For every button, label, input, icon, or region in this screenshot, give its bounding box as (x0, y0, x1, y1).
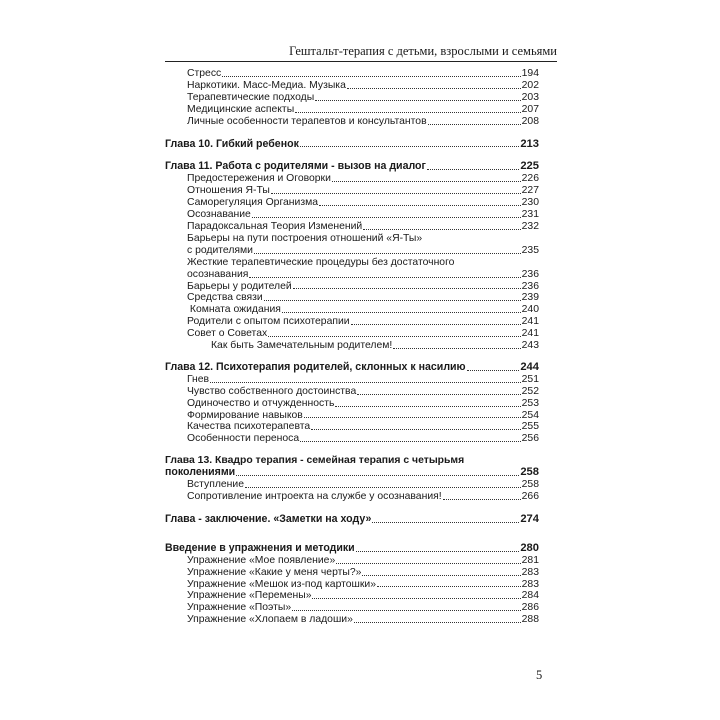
toc-entry (165, 328, 539, 340)
toc-entry-title: Как быть Замечательным родителем! (211, 340, 393, 352)
leader-dots (363, 229, 520, 230)
toc-entry (165, 92, 539, 104)
toc-entry (165, 410, 539, 422)
toc-entry-title: Качества психотерапевта (187, 421, 311, 433)
toc-entry-title: Парадоксальная Теория Изменений (187, 220, 363, 232)
leader-dots (295, 112, 520, 113)
toc-entry-page: 208 (521, 115, 539, 127)
leader-dots (249, 277, 520, 278)
header-rule (165, 61, 557, 62)
leader-dots (311, 429, 520, 430)
toc-entry (165, 221, 539, 233)
chapter-title: поколениями (165, 466, 236, 479)
toc-entry (165, 173, 539, 185)
toc-entry-title: Личные особенности терапевтов и консультантов (187, 115, 427, 127)
page-number: 5 (536, 668, 543, 682)
toc-chapter-13 (165, 467, 539, 479)
toc-entry-page: 258 (521, 479, 539, 491)
toc-entry-page: 241 (521, 316, 539, 328)
leader-dots (354, 622, 521, 623)
toc-entry-page: 232 (521, 220, 539, 232)
leader-dots (357, 394, 520, 395)
leader-dots (312, 598, 520, 599)
toc-entry-title: Предостережения и Оговорки (187, 173, 331, 185)
toc-entry-title: Упражнение «Перемены» (187, 590, 312, 602)
leader-dots (293, 288, 521, 289)
chapter-title: Глава 12. Психотерапия родителей, склонных к насилию (165, 360, 466, 373)
toc-entry-title: Чувство собственного достоинства (187, 385, 357, 397)
toc-entry-page: 227 (521, 185, 539, 197)
leader-dots (304, 417, 521, 418)
leader-dots (300, 441, 521, 442)
toc-entry-page: 283 (521, 578, 539, 590)
toc-entry-title: Одиночество и отчужденность (187, 397, 335, 409)
toc-entry-title: Упражнение «Хлопаем в ладоши» (187, 614, 353, 626)
leader-dots (336, 563, 520, 564)
leader-dots (271, 193, 521, 194)
toc-entry-title: Упражнение «Мое появление» (187, 554, 336, 566)
toc-chapter-11 (165, 161, 539, 173)
leader-dots (245, 487, 521, 488)
toc-entry (165, 386, 539, 398)
toc-entry-title: Средства связи (187, 292, 263, 304)
toc-entry (165, 116, 539, 128)
leader-dots (315, 100, 520, 101)
toc-entry (165, 197, 539, 209)
leader-dots (332, 181, 521, 182)
toc-entry-page: 252 (521, 385, 539, 397)
leader-dots (264, 300, 521, 301)
toc-entry-page: 251 (521, 373, 539, 385)
leader-dots (292, 610, 521, 611)
toc-entry (165, 316, 539, 328)
toc-entry (165, 555, 539, 567)
chapter-title: Глава 11. Работа с родителями - вызов на диалог (165, 160, 426, 173)
toc-entry-page: 284 (521, 590, 539, 602)
toc-entry-title: Стресс (187, 68, 222, 79)
chapter-page: 225 (520, 160, 539, 173)
toc-entry-title: Упражнение «Какие у меня черты?» (187, 566, 362, 578)
toc-entry (165, 602, 539, 614)
chapter-page: 244 (520, 360, 539, 373)
toc-entry (165, 340, 539, 352)
section-title: Введение в упражнения и методики (165, 541, 355, 554)
leader-dots (210, 382, 521, 383)
toc-entry (165, 68, 539, 80)
toc-entry-title: Гнев (187, 373, 210, 385)
toc-entry (165, 479, 539, 491)
chapter-title: Глава - заключение. «Заметки на ходу» (165, 512, 372, 525)
leader-dots (252, 217, 521, 218)
toc-entry-page: 231 (521, 209, 539, 221)
toc-entry-title: Наркотики. Масс-Медиа. Музыка (187, 79, 346, 91)
leader-dots (222, 76, 520, 77)
toc-entry (165, 433, 539, 445)
leader-dots (443, 499, 521, 500)
toc-entry-page: 203 (521, 91, 539, 103)
toc-entry-page: 256 (521, 433, 539, 445)
toc-entry-page: 207 (521, 103, 539, 115)
leader-dots (319, 205, 521, 206)
leader-dots (372, 522, 519, 523)
toc-entry-page: 255 (521, 421, 539, 433)
toc-entry-page: 253 (521, 397, 539, 409)
leader-dots (268, 336, 520, 337)
toc-entry-first-line: Барьеры на пути построения отношений «Я-Ты» (187, 232, 423, 244)
toc-entry-page: 226 (521, 173, 539, 185)
leader-dots (467, 370, 520, 371)
toc-entry-page: 281 (521, 554, 539, 566)
toc-entry-title: Особенности переноса (187, 433, 300, 445)
toc-entry (165, 292, 539, 304)
toc-entry-title: Отношения Я-Ты (187, 185, 270, 197)
toc-entry (165, 374, 539, 386)
leader-dots (254, 253, 521, 254)
leader-dots (356, 551, 520, 552)
toc-entry-page: 194 (521, 68, 539, 79)
leader-dots (428, 124, 521, 125)
toc-entry-title: Саморегуляция Организма (187, 197, 319, 209)
toc-entry-title: Барьеры у родителей (187, 280, 292, 292)
toc-entry (165, 579, 539, 591)
toc-entry (165, 614, 539, 626)
toc-entry-page: 202 (521, 79, 539, 91)
toc-entry (165, 590, 539, 602)
toc-entry (165, 398, 539, 410)
toc-entry-title: Родители с опытом психотерапии (187, 316, 350, 328)
toc-entry (165, 245, 539, 257)
leader-dots (236, 475, 519, 476)
toc-entry-page: 236 (521, 280, 539, 292)
toc-entry-title: осознавания (187, 268, 249, 280)
toc-entry-page: 239 (521, 292, 539, 304)
toc-entry (165, 209, 539, 221)
chapter-title-first-line: Глава 13. Квадро терапия - семейная терапия с четырьмя (165, 455, 465, 467)
leader-dots (351, 324, 521, 325)
toc-entry (165, 304, 539, 316)
toc-entry-title: Терапевтические подходы (187, 91, 315, 103)
leader-dots (347, 88, 521, 89)
chapter-page: 213 (520, 137, 539, 150)
toc-entry-page: 240 (521, 304, 539, 316)
toc-entry-title: Медицинские аспекты (187, 103, 295, 115)
toc-entry-title: Формирование навыков (187, 409, 303, 421)
toc-entry (165, 567, 539, 579)
toc-chapter-10 (165, 139, 539, 151)
leader-dots (427, 169, 519, 170)
leader-dots (335, 406, 520, 407)
toc-entry-page: 266 (521, 491, 539, 502)
toc-entry-page: 243 (521, 340, 539, 352)
leader-dots (300, 146, 519, 147)
toc-entry-page: 288 (521, 614, 539, 626)
toc-chapter-conclusion (165, 514, 539, 526)
toc-entry (165, 491, 539, 503)
chapter-page: 258 (520, 466, 539, 479)
running-header: Гештальт-терапия с детьми, взрослыми и семьями (289, 44, 557, 58)
toc-entry-page: 230 (521, 197, 539, 209)
toc-entry-title: Упражнение «Мешок из-под картошки» (187, 578, 377, 590)
toc-entry-page: 236 (521, 268, 539, 280)
chapter-title: Глава 10. Гибкий ребенок (165, 137, 299, 150)
toc-entry-title: Вступление (187, 479, 244, 491)
toc-entry (165, 281, 539, 293)
chapter-page: 274 (520, 512, 539, 525)
toc-entry-page: 286 (521, 602, 539, 614)
toc-entry (165, 185, 539, 197)
toc-entry-title: Осознавание (187, 209, 251, 221)
toc-chapter-12 (165, 362, 539, 374)
toc-entry-page: 254 (521, 409, 539, 421)
toc-entry-first-line: Жесткие терапевтические процедуры без достаточного (187, 256, 455, 268)
toc-entry-title: Совет о Советах (187, 328, 268, 340)
toc-entry-page: 283 (521, 566, 539, 578)
leader-dots (377, 586, 521, 587)
toc-entry-title: Комната ожидания (187, 304, 281, 316)
leader-dots (393, 348, 520, 349)
toc-section-exercises (165, 543, 539, 555)
toc-entry-title: Упражнение «Поэты» (187, 602, 292, 614)
toc-entry (165, 104, 539, 116)
table-of-contents (165, 68, 539, 626)
toc-entry (165, 421, 539, 433)
section-page: 280 (520, 541, 539, 554)
toc-entry-page: 241 (521, 328, 539, 340)
toc-entry (165, 269, 539, 281)
toc-entry-title: Сопротивление интроекта на службе у осознавания! (187, 491, 442, 502)
toc-entry-page: 235 (521, 244, 539, 256)
toc-entry (165, 80, 539, 92)
leader-dots (362, 575, 520, 576)
toc-entry-title: с родителями (187, 244, 253, 256)
leader-dots (282, 312, 521, 313)
